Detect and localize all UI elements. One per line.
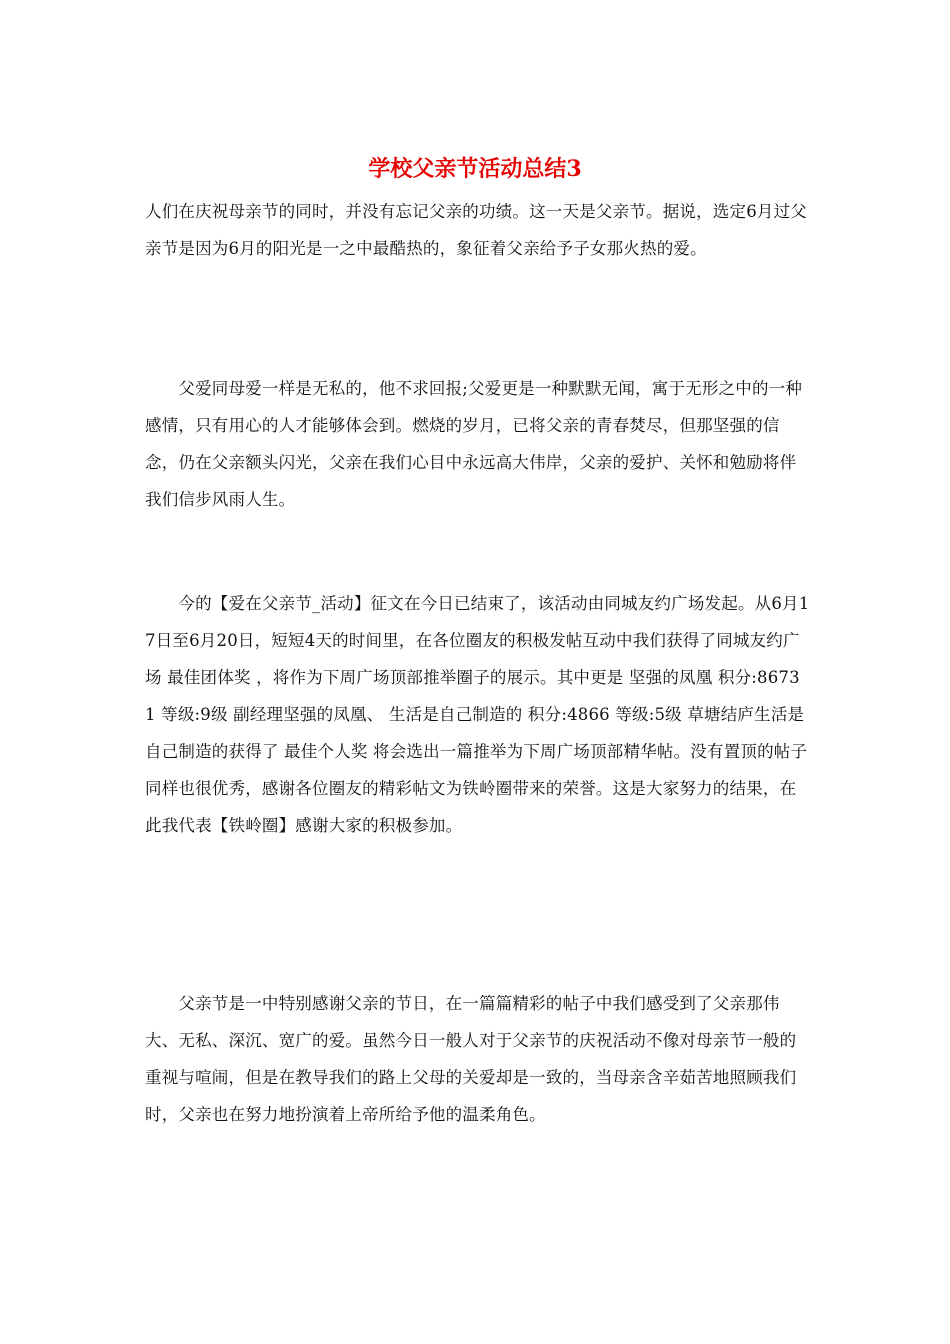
document-title: 学校父亲节活动总结3 bbox=[368, 156, 582, 182]
paragraph-closing: 父亲节是一中特别感谢父亲的节日，在一篇篇精彩的帖子中我们感受到了父亲那伟大、无私、深沉、宽广的爱。虽然今日一般人对于父亲节的庆祝活动不像对母亲节一般的重视与喧闹，但是在教导我们的路上父母的关爱却是一致的，当母亲含辛茹苦地照顾我们时，父亲也在努力地扮演着上帝所给予他的温柔角色。 bbox=[145, 994, 797, 1124]
paragraph-fatherly-love: 父爱同母爱一样是无私的，他不求回报;父爱更是一种默默无闻，寓于无形之中的一种感情，只有用心的人才能够体会到。燃烧的岁月，已将父亲的青春焚尽，但那坚强的信念，仍在父亲额头闪光，父亲在我们心目中永远高大伟岸，父亲的爱护、关怀和勉励将伴我们信步风雨人生。 bbox=[145, 379, 803, 509]
paragraph-intro: 人们在庆祝母亲节的同时，并没有忘记父亲的功绩。这一天是父亲节。据说，选定6月过父亲节是因为6月的阳光是一之中最酷热的，象征着父亲给予子女那火热的爱。 bbox=[145, 202, 807, 258]
paragraph-activity-summary: 今的【爱在父亲节_活动】征文在今日已结束了，该活动由同城友约广场发起。从6月17日至6月20日，短短4天的时间里，在各位圈友的积极发帖互动中我们获得了同城友约广场 最佳团体奖 ，将作为下周广场顶部推举圈子的展示。其中更是 坚强的凤凰 积分:86731 等级:9级 副经理坚强的凤凰、 生活是自己制造的 积分:4866 等级:5级 草塘结庐生活是自己制造的获得了 最佳个人奖 将会选出一篇推举为下周广场顶部精华帖。没有置顶的帖子同样也很优秀，感谢各位圈友的精彩帖文为铁岭圈带来的荣誉。这是大家努力的结果，在此我代表【铁岭圈】感谢大家的积极参加。 bbox=[145, 594, 810, 835]
